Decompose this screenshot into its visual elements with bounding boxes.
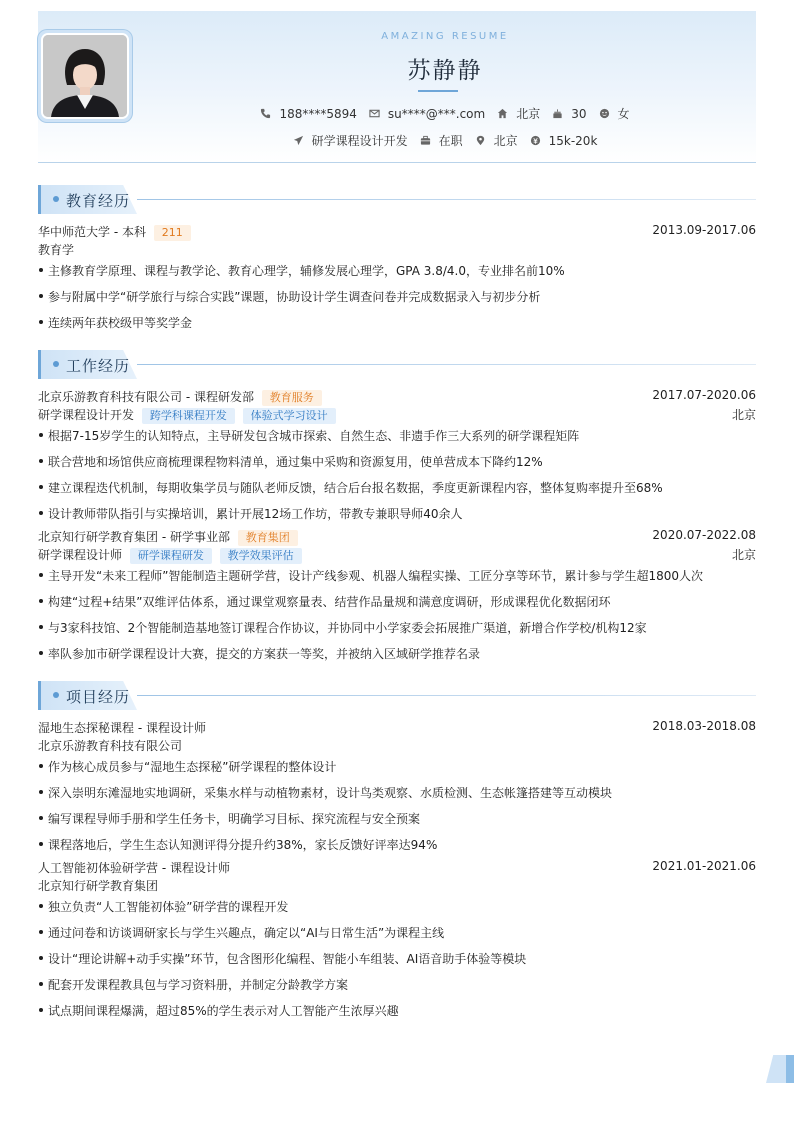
cake-icon (552, 108, 563, 119)
section-education-header (38, 185, 756, 214)
project-name: 湿地生态探秘课程 - 课程设计师 (38, 721, 206, 735)
section-projects-header (38, 681, 756, 710)
project-bullet: 设计“理论讲解+动手实操”环节，包含图形化编程、智能小车组装、AI语音助手体验等模块 (38, 950, 756, 967)
job-company: 北京乐游教育科技有限公司 - 课程研发部 (38, 390, 254, 404)
job-dates: 2017.07-2020.06 (652, 388, 756, 402)
job-bullet: 设计教师带队指引与实操培训，累计开展12场工作坊，带教专兼职导师40余人 (38, 505, 756, 522)
project-bullet: 通过问卷和访谈调研家长与学生兴趣点，确定以“AI与日常生活”为课程主线 (38, 924, 756, 941)
contact-email (369, 107, 485, 121)
education-bullet: 连续两年获校级甲等奖学金 (38, 314, 756, 331)
section-title: 教育经历 (66, 192, 131, 210)
project-bullet: 深入崇明东滩湿地实地调研，采集水样与动植物素材，设计鸟类观察、水质检测、生态帐篷搭建等互动模块 (38, 784, 756, 801)
name-underline (418, 90, 458, 92)
job-skill-tag: 体验式学习设计 (243, 408, 336, 424)
intent-salary (530, 134, 598, 148)
section-title: 项目经历 (66, 688, 131, 706)
job-company-row (38, 528, 756, 546)
project-bullet: 课程落地后，学生生态认知测评得分提升约38%，家长反馈好评率达94% (38, 836, 756, 853)
education-school-row (38, 223, 756, 241)
contact-phone (260, 107, 356, 121)
education-bullet: 主修教育学原理、课程与教学论、教育心理学，辅修发展心理学，GPA 3.8/4.0，专业排名前10% (38, 262, 756, 279)
resume-page (38, 11, 756, 1018)
project-org: 北京知行研学教育集团 (38, 879, 159, 893)
project-bullet: 独立负责“人工智能初体验”研学营的课程开发 (38, 898, 756, 915)
job-role: 研学课程设计师 (38, 548, 123, 562)
phone-text: 188****5894 (279, 106, 357, 121)
job-company: 北京知行研学教育集团 - 研学事业部 (38, 530, 230, 544)
contact-gender (599, 105, 630, 122)
profile-photo-frame (38, 30, 132, 122)
location-pin-icon (475, 135, 486, 146)
education-bullet: 参与附属中学“研学旅行与综合实践”课题，协助设计学生调查问卷并完成数据录入与初步分析 (38, 288, 756, 305)
job-role-row (38, 406, 756, 424)
home-icon (497, 108, 508, 119)
section-divider (137, 364, 756, 365)
mail-icon (369, 108, 380, 119)
resume-header (38, 11, 756, 163)
job-bullet: 建立课程迭代机制，每期收集学员与随队老师反馈，结合后台报名数据，季度更新课程内容，整体复购率提升至68% (38, 479, 756, 496)
job-company-row (38, 388, 756, 406)
section-dot (53, 196, 59, 202)
job-bullet: 与3家科技馆、2个智能制造基地签订课程合作协议，并协同中小学家委会拓展推广渠道，新增合作学校/机构12家 (38, 619, 756, 636)
job-industry-tag: 教育集团 (238, 530, 298, 546)
job-role-row (38, 546, 756, 564)
resume-tagline: AMAZING RESUME (381, 31, 509, 42)
project-dates: 2021.01-2021.06 (652, 859, 756, 873)
gender-text: 女 (617, 107, 630, 121)
profile-photo (41, 33, 129, 119)
age-text: 30 (571, 106, 587, 121)
intent-city-text: 北京 (493, 134, 518, 148)
school-badge: 211 (154, 225, 191, 241)
job-role: 研学课程设计开发 (38, 408, 135, 422)
section-dot (53, 692, 59, 698)
job-dates: 2020.07-2022.08 (652, 528, 756, 542)
job-bullet: 率队参加市研学课程设计大赛，提交的方案获一等奖，并被纳入区域研学推荐名录 (38, 645, 756, 662)
project-bullet: 编写课程导师手册和学生任务卡，明确学习目标、探究流程与安全预案 (38, 810, 756, 827)
section-divider (137, 695, 756, 696)
intent-position-text: 研学课程设计开发 (311, 134, 408, 148)
job-bullet: 构建“过程+结果”双维评估体系，通过课堂观察量表、结营作品量规和满意度调研，形成课程优化数据闭环 (38, 593, 756, 610)
project-dates: 2018.03-2018.08 (652, 719, 756, 733)
paper-plane-icon (293, 135, 304, 146)
job-skill-tag: 研学课程研发 (130, 548, 212, 564)
residence-text: 北京 (516, 107, 541, 121)
education-dates: 2013.09-2017.06 (652, 223, 756, 237)
project-org: 北京乐游教育科技有限公司 (38, 739, 183, 753)
project-bullet: 试点期间课程爆满，超过85%的学生表示对人工智能产生浓厚兴趣 (38, 1002, 756, 1019)
intent-status-text: 在职 (438, 134, 463, 148)
corner-decoration (766, 1055, 794, 1083)
intent-city (475, 132, 518, 149)
job-bullet: 主导开发“未来工程师”智能制造主题研学营，设计产线参观、机器人编程实操、工匠分享等环节，累计参与学生超1800人次 (38, 567, 756, 584)
contact-row (134, 105, 756, 122)
contact-residence (497, 105, 540, 122)
job-bullet: 根据7-15岁学生的认知特点，主导研发包含城市探索、自然生态、非遗手作三大系列的研学课程矩阵 (38, 427, 756, 444)
corner-decoration-dark (786, 1055, 794, 1083)
job-bullet: 联合营地和场馆供应商梳理课程物料清单，通过集中采购和资源复用，使单营成本下降约12% (38, 453, 756, 470)
intent-position (293, 132, 408, 149)
money-icon (530, 135, 541, 146)
candidate-name: 苏静静 (407, 58, 483, 84)
job-skill-tag: 教学效果评估 (220, 548, 302, 564)
project-bullet: 配套开发课程教具包与学习资料册，并制定分龄教学方案 (38, 976, 756, 993)
section-work-header (38, 350, 756, 379)
job-intent-row (134, 132, 756, 149)
school-name: 华中师范大学 - 本科 (38, 225, 146, 239)
email-text: su****@***.com (387, 106, 486, 121)
section-title: 工作经历 (66, 357, 131, 375)
portrait-image (43, 35, 127, 117)
project-name-row (38, 719, 756, 736)
project-name: 人工智能初体验研学营 - 课程设计师 (38, 861, 230, 875)
intent-status (420, 132, 463, 149)
phone-icon (260, 108, 271, 119)
job-city: 北京 (731, 408, 756, 422)
briefcase-icon (420, 135, 431, 146)
project-bullet: 作为核心成员参与“湿地生态探秘”研学课程的整体设计 (38, 758, 756, 775)
job-city: 北京 (731, 548, 756, 562)
education-major: 教育学 (38, 243, 75, 257)
gender-icon (599, 108, 610, 119)
job-industry-tag: 教育服务 (262, 390, 322, 406)
section-dot (53, 361, 59, 367)
contact-age (552, 107, 586, 121)
job-skill-tag: 跨学科课程开发 (142, 408, 235, 424)
section-divider (137, 199, 756, 200)
intent-salary-text: 15k-20k (548, 133, 598, 148)
project-name-row (38, 859, 756, 876)
